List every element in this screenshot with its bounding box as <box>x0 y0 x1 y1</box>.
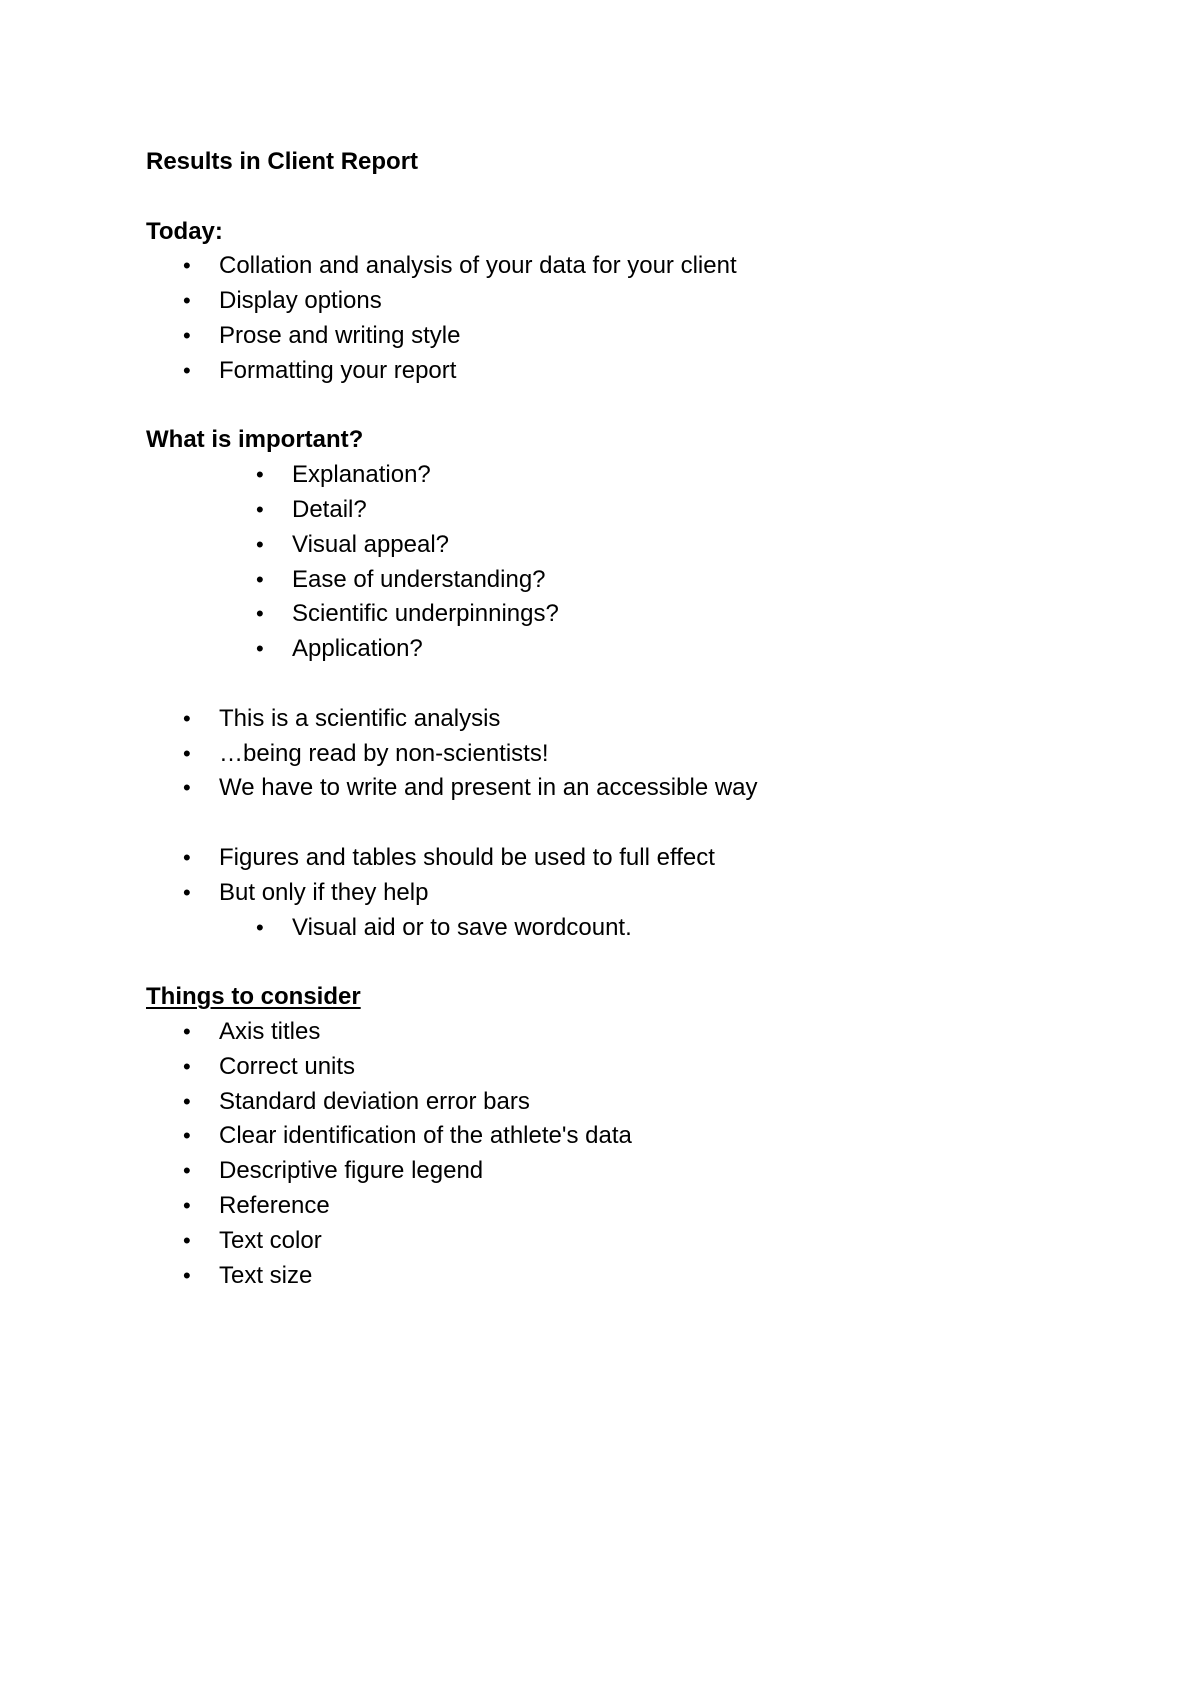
bullet-icon: • <box>183 1192 191 1218</box>
list-item <box>146 458 1106 493</box>
list-item <box>146 1050 1106 1085</box>
list-item-text: Text size <box>219 1261 313 1289</box>
bullet-icon: • <box>183 1158 191 1184</box>
spacer <box>146 945 1106 980</box>
bullet-icon: • <box>183 844 191 870</box>
list-item <box>146 1119 1106 1154</box>
bullet-icon: • <box>183 253 191 279</box>
list-item-text: Ease of understanding? <box>292 565 546 593</box>
list-item-text: Formatting your report <box>219 356 457 384</box>
bullet-icon: • <box>183 879 191 905</box>
bullet-icon: • <box>256 462 264 488</box>
list-item <box>146 563 1106 598</box>
list-item <box>146 1189 1106 1224</box>
list-item <box>146 771 1106 806</box>
list-item <box>146 1154 1106 1189</box>
bullet-icon: • <box>256 566 264 592</box>
list-item-text: Visual aid or to save wordcount. <box>292 913 632 941</box>
list-item <box>146 841 1106 876</box>
list-item-text: Display options <box>219 287 382 315</box>
bullet-icon: • <box>256 601 264 627</box>
list-item <box>146 354 1106 389</box>
spacer <box>146 667 1106 702</box>
list-item <box>146 1085 1106 1120</box>
bullet-icon: • <box>183 322 191 348</box>
section-heading-consider: Things to consider <box>146 983 361 1011</box>
list-item-text: Scientific underpinnings? <box>292 600 559 628</box>
bullet-icon: • <box>183 1053 191 1079</box>
list-item-text: Explanation? <box>292 461 431 489</box>
bullet-icon: • <box>183 1018 191 1044</box>
important-list <box>146 458 1106 667</box>
list-item <box>146 876 1106 911</box>
analysis-list <box>146 702 1106 806</box>
list-item <box>146 702 1106 737</box>
list-item <box>146 632 1106 667</box>
bullet-icon: • <box>183 1227 191 1253</box>
bullet-icon: • <box>256 496 264 522</box>
page-title: Results in Client Report <box>146 148 419 175</box>
list-item-text: This is a scientific analysis <box>219 704 501 732</box>
list-item <box>146 597 1106 632</box>
list-item <box>146 737 1106 772</box>
document-body <box>146 145 1106 1293</box>
list-item <box>146 1259 1106 1294</box>
spacer <box>146 806 1106 841</box>
bullet-icon: • <box>183 288 191 314</box>
bullet-icon: • <box>183 740 191 766</box>
bullet-icon: • <box>183 705 191 731</box>
list-item <box>146 1224 1106 1259</box>
figures-list <box>146 841 1106 945</box>
list-item <box>146 249 1106 284</box>
list-item-text: Prose and writing style <box>219 321 461 349</box>
list-item <box>146 493 1106 528</box>
bullet-icon: • <box>183 1123 191 1149</box>
bullet-icon: • <box>256 914 264 940</box>
list-item-text: Text color <box>219 1226 322 1254</box>
bullet-icon: • <box>183 775 191 801</box>
list-item-text: Detail? <box>292 495 367 523</box>
section-heading-today: Today: <box>146 217 223 245</box>
section-heading-important: What is important? <box>146 426 364 454</box>
list-item-text: Visual appeal? <box>292 530 450 558</box>
bullet-icon: • <box>183 357 191 383</box>
list-item-text: Axis titles <box>219 1017 321 1045</box>
bullet-icon: • <box>256 636 264 662</box>
spacer <box>146 180 1106 215</box>
list-item-text: Figures and tables should be used to full effect <box>219 843 715 871</box>
list-item-text: Clear identification of the athlete's data <box>219 1122 632 1150</box>
list-item <box>146 528 1106 563</box>
list-item-text: We have to write and present in an accessible way <box>219 774 758 802</box>
list-item-text: Collation and analysis of your data for your client <box>219 252 737 280</box>
spacer <box>146 389 1106 424</box>
list-item <box>146 319 1106 354</box>
today-list <box>146 249 1106 388</box>
list-item-text: Descriptive figure legend <box>219 1157 484 1185</box>
list-item-text: Correct units <box>219 1052 356 1080</box>
list-item <box>146 284 1106 319</box>
bullet-icon: • <box>256 531 264 557</box>
consider-list <box>146 1015 1106 1293</box>
list-item-text: Standard deviation error bars <box>219 1087 530 1115</box>
list-item-text: Application? <box>292 635 423 663</box>
list-item <box>146 911 1106 946</box>
list-item-text: …being read by non-scientists! <box>219 739 549 767</box>
list-item <box>146 1015 1106 1050</box>
list-item-text: But only if they help <box>219 878 429 906</box>
bullet-icon: • <box>183 1262 191 1288</box>
bullet-icon: • <box>183 1088 191 1114</box>
list-item-text: Reference <box>219 1191 330 1219</box>
